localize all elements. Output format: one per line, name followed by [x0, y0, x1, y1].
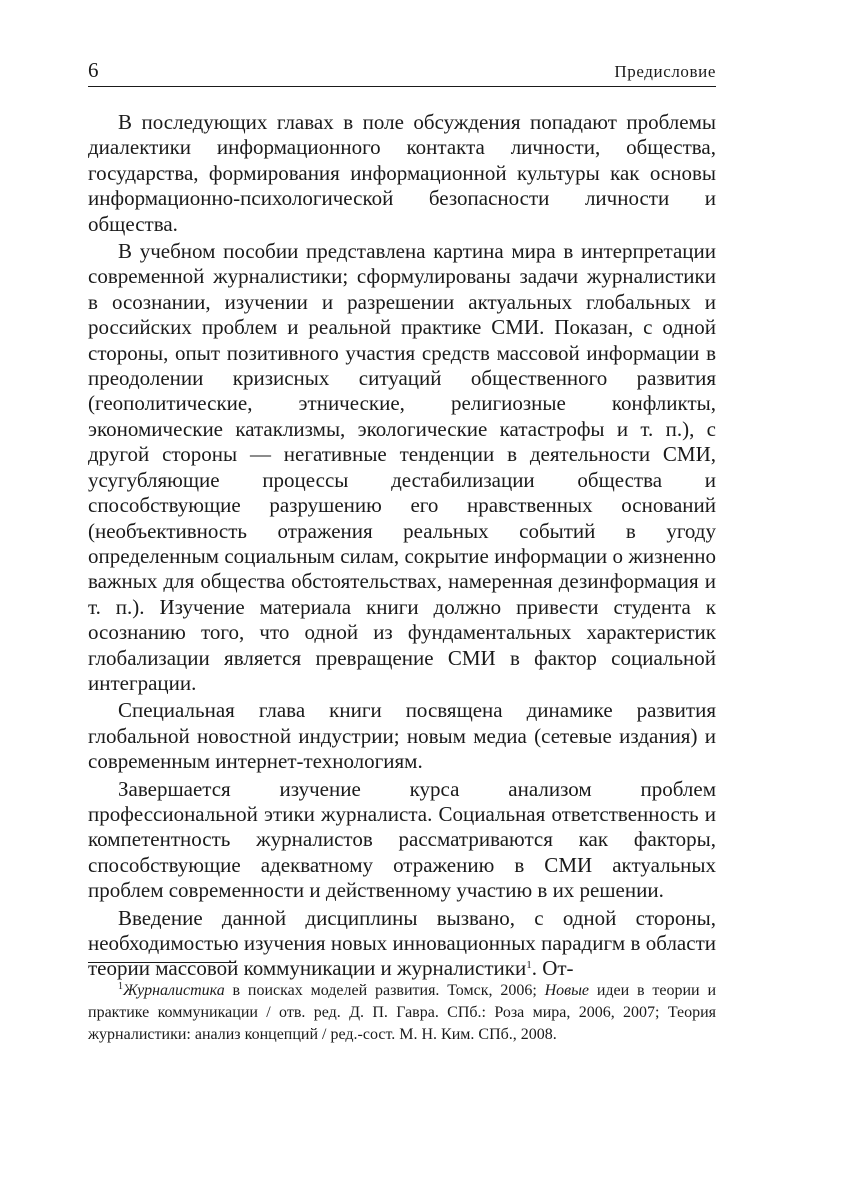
- paragraph: В учебном пособии представлена картина мира в интерпретации современной журналистики; сформулированы задачи журналистики в осознании, изучении и разрешении актуальных глобальных и российских проблем и реальной практике СМИ. Показан, с одной стороны, опыт позитивного участия средств массовой информации в преодолении кризисных ситуаций общественного развития (геополитические, этнические, религиозные конфликты, экономические катаклизмы, экологические катастрофы и т. п.), с другой стороны — негативные тенденции в деятельности СМИ, усугубляющие процессы дестабилизации общества и способствующие разрушению его нравственных оснований (необъективность отражения реальных событий в угоду определенным социальным силам, сокрытие информации о жизненно важных для общества обстоятельствах, намеренная дезинформация и т. п.). Изучение материала книги должно привести студента к осознанию того, что одной из фундаментальных характеристик глобализации является превращение СМИ в фактор социальной интеграции.: [88, 239, 716, 695]
- paragraph-text: Введение данной дисциплины вызвано, с одной стороны, необходимостью изучения новых инновационных парадигм в области теории массовой коммуникации и журналистики: [88, 905, 716, 981]
- running-head: [88, 58, 716, 87]
- footnote-text: идеи в теории и практике коммуникации / отв. ред. Д. П. Гавра. СПб.: Роза мира, 2006, 2007; Теория журналистики: анализ концепций / ред.-сост. М. Н. Ким. СПб., 2008.: [88, 982, 717, 1043]
- book-page: [88, 0, 716, 1182]
- footnote-number: 1: [118, 981, 123, 992]
- paragraph: Специальная глава книги посвящена динамике развития глобальной новостной индустрии; новым медиа (сетевые издания) и современным интернет-технологиям.: [88, 698, 716, 774]
- footnote-italic-title: Журналистика: [123, 982, 225, 999]
- footnote-divider: [88, 962, 236, 963]
- section-title: Предисловие: [614, 62, 716, 81]
- footnote-reference: 1: [526, 959, 532, 972]
- footnote-italic-title: Новые: [544, 982, 590, 999]
- footnote-text: в поисках моделей развития. Томск, 2006;: [224, 982, 545, 999]
- footnote: [88, 980, 716, 1046]
- paragraph-last: [88, 906, 716, 982]
- body-text: [88, 110, 716, 984]
- paragraph-text-continuation: . От-: [531, 956, 574, 981]
- paragraph: Завершается изучение курса анализом проблем профессиональной этики журналиста. Социальная ответственность и компетентность журналистов рассматриваются как факторы, способствующие адекватному отражению в СМИ актуальных проблем современности и действенному участию в их решении.: [88, 776, 716, 903]
- page-number: 6: [88, 58, 99, 82]
- paragraph: В последующих главах в поле обсуждения попадают проблемы диалектики информационного контакта личности, общества, государства, формирования информационной культуры как основы информационно-психологической безопасности личности и общества.: [88, 110, 716, 236]
